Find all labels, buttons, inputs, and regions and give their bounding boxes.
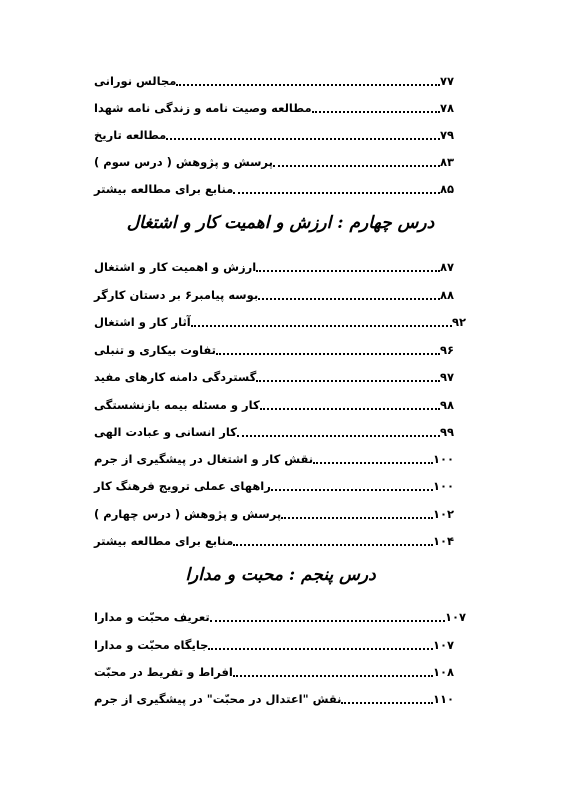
leader-dots	[166, 138, 440, 140]
toc-page-number: ۷۹	[439, 128, 454, 142]
toc-page-number: ۹۷	[439, 370, 454, 384]
leader-dots	[273, 165, 440, 167]
toc-row	[92, 688, 456, 706]
toc-row	[92, 124, 456, 142]
leader-dots	[191, 325, 452, 327]
toc-page-number: ۸۷	[439, 260, 454, 274]
toc-row	[92, 634, 456, 652]
toc-page-number: ۹۶	[439, 343, 454, 357]
toc-entry-title: پرسش و پژوهش ( درس سوم )	[94, 155, 273, 169]
toc-row	[92, 178, 456, 196]
toc-row	[92, 366, 456, 384]
toc-page-number: ۸۳	[439, 155, 454, 169]
leader-dots	[258, 298, 440, 300]
toc-entry-title: آثار کار و اشتغال	[94, 315, 191, 329]
toc-entry-title: مطالعه تاریخ	[94, 128, 167, 142]
leader-dots	[233, 675, 433, 677]
toc-page-number: ۱۰۲	[432, 507, 454, 521]
leader-dots	[281, 517, 433, 519]
leader-dots	[216, 353, 440, 355]
toc-row	[92, 151, 456, 169]
toc-entry-title: تعریف محبّت و مدارا	[94, 610, 210, 624]
leader-dots	[256, 380, 440, 382]
leader-dots	[176, 84, 440, 86]
toc-entry-title: افراط و تفریط در محبّت	[94, 665, 233, 679]
toc-entry-title: جایگاه محبّت و مدارا	[94, 638, 209, 652]
toc-entry-title: گستردگی دامنه کارهای مفید	[94, 370, 257, 384]
leader-dots	[313, 462, 433, 464]
toc-entry-title: نقش کار و اشتغال در پیشگیری از جرم	[94, 452, 314, 466]
leader-dots	[233, 192, 440, 194]
toc-page-number: ۱۰۰	[432, 452, 454, 466]
toc-entry-title: کار و مسئله بیمه بازنشستگی	[94, 398, 260, 412]
toc-page-number: ۷۸	[439, 101, 454, 115]
lesson-heading: درس پنجم : محبت و مدارا	[185, 565, 376, 585]
toc-row	[92, 394, 456, 412]
toc-page-number: ۱۰۷	[432, 638, 454, 652]
toc-entry-title: بوسه پیامبر۶ بر دستان کارگر	[94, 288, 259, 302]
toc-entry-title: پرسش و پژوهش ( درس چهارم )	[94, 507, 282, 521]
toc-row	[92, 339, 456, 357]
toc-row	[92, 530, 456, 548]
toc-page-number: ۱۱۰	[432, 692, 454, 706]
toc-row	[92, 448, 456, 466]
leader-dots	[341, 702, 432, 704]
leader-dots	[260, 408, 440, 410]
toc-row	[92, 475, 456, 493]
toc-row	[92, 311, 468, 329]
toc-entry-title: مطالعه وصیت نامه و زندگی نامه شهدا	[94, 101, 312, 115]
leader-dots	[210, 620, 445, 622]
toc-entry-title: نقش "اعتدال در محبّت" در پیشگیری از جرم	[94, 692, 342, 706]
toc-page-number: ۱۰۰	[432, 479, 454, 493]
toc-row	[92, 284, 456, 302]
leader-dots	[237, 435, 440, 437]
toc-entry-title: منابع برای مطالعه بیشتر	[94, 182, 234, 196]
toc-page-number: ۹۹	[439, 425, 454, 439]
toc-page-number: ۹۸	[439, 398, 454, 412]
toc-row	[92, 503, 456, 521]
toc-entry-title: ارزش و اهمیت کار و اشتغال	[94, 260, 257, 274]
toc-row	[92, 256, 456, 274]
toc-entry-title: کار انسانی و عبادت الهی	[94, 425, 237, 439]
leader-dots	[312, 111, 440, 113]
toc-page-number: ۸۸	[439, 288, 454, 302]
toc-page-number: ۱۰۷	[444, 610, 466, 624]
leader-dots	[256, 270, 440, 272]
leader-dots	[271, 489, 433, 491]
toc-entry-title: منابع برای مطالعه بیشتر	[94, 534, 234, 548]
leader-dots	[208, 648, 433, 650]
toc-page-number: ۱۰۴	[432, 534, 454, 548]
toc-row	[92, 606, 468, 624]
lesson-heading: درس چهارم : ارزش و اهمیت کار و اشتغال	[126, 213, 435, 233]
toc-page-number: ۸۵	[439, 182, 454, 196]
leader-dots	[233, 544, 433, 546]
toc-page-number: ۷۷	[439, 74, 454, 88]
toc-row	[92, 661, 456, 679]
toc-row	[92, 70, 456, 88]
toc-entry-title: مجالس نورانی	[94, 74, 177, 88]
toc-entry-title: تفاوت بیکاری و تنبلی	[94, 343, 216, 357]
toc-row	[92, 421, 456, 439]
toc-page-number: ۹۲	[451, 315, 466, 329]
toc-entry-title: راههای عملی ترویج فرهنگ کار	[94, 479, 271, 493]
toc-row	[92, 97, 456, 115]
toc-page-number: ۱۰۸	[432, 665, 454, 679]
